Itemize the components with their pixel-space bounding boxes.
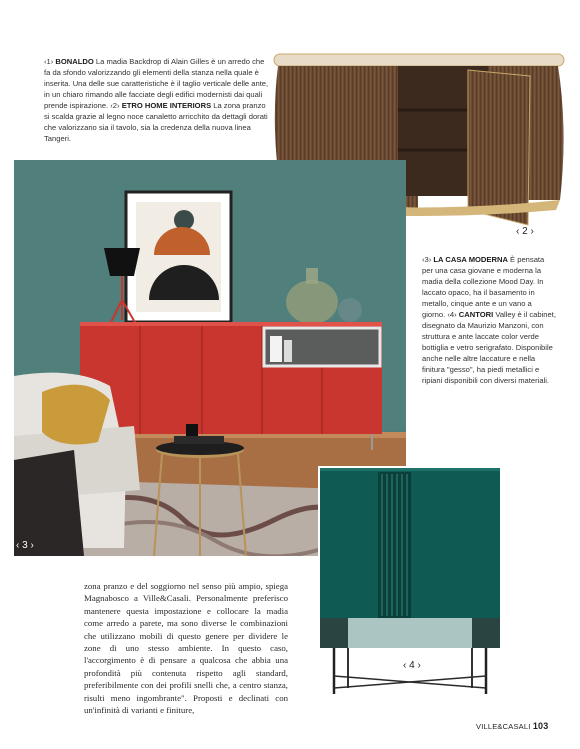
image-4-green-cabinet (318, 466, 502, 696)
caption-items-3-4 (422, 254, 556, 386)
brand-la-casa-moderna: LA CASA MODERNA (433, 255, 508, 264)
brand-bonaldo: BONALDO (55, 57, 94, 66)
item-number-4: ‹4› (447, 310, 457, 319)
page-number: 103 (532, 721, 549, 731)
item-number-3: ‹3› (422, 255, 432, 264)
brand-cantori: CANTORI (458, 310, 494, 319)
brand-etro: ETRO HOME INTERIORS (121, 101, 212, 110)
item-number-1: ‹1› (44, 57, 54, 66)
caption-text-1: La madia Backdrop di Alain Gilles è un arredo che fa da sfondo valorizzando gli elementi della stanza nella quale è inserita. Una delle sue caratteristiche è il taglio verticale delle ante, in un chiaro rimando alle facciate degli edifici modernisti dai quali prende ispirazione. (44, 57, 269, 110)
caption-text-3: È pensata per una casa giovane e moderna la madia della collezione Mood Day. In laccato opaco, ha il basamento in metallo, cinque ante e un vano a giorno. (422, 255, 545, 319)
article-body-text: zona pranzo e del soggiorno nel senso più ampio, spiega Magnabosco a Ville&Casali. Personalmente preferisco mantenere questa impostazione e collocare la madia come arredo a parete, ma sono diverse le combinazioni che utilizzano mobili di questo genere per dividere le zone di uno stesso ambiente. In questo caso, l'accorgimento è di pensare a qualcosa che abbia una profondità più contenuta rispetto agli standard, preferibilmente con dei profili snelli che, a centro stanza, risulti meno ingombrante". Proposti e declinati con un'infinità di varianti e finiture, (84, 581, 288, 716)
magazine-name: VILLE&CASALI (476, 722, 531, 731)
image-label-3: ‹ 3 › (16, 540, 34, 551)
image-label-2: ‹ 2 › (512, 226, 538, 237)
image-label-4: ‹ 4 › (400, 660, 424, 671)
item-number-2: ‹2› (110, 101, 120, 110)
caption-text-4: Valley è il cabinet, disegnato da Maurizio Manzoni, con struttura e ante laccate color verde bottiglia e vetro serigrafato. Disponibile anche nelle altre laccature e nella finitura "gesso", ha piedi metallici e ripiani disponibili con diversi materiali. (422, 310, 556, 385)
page-footer (476, 721, 548, 731)
caption-text-2: La zona pranzo si scalda grazie al legno noce canaletto arricchito da dettagli dorati che valorizzano sia il tavolo, sia la credenza della nuova linea Tangeri. (44, 101, 268, 143)
caption-items-1-2 (44, 56, 270, 144)
